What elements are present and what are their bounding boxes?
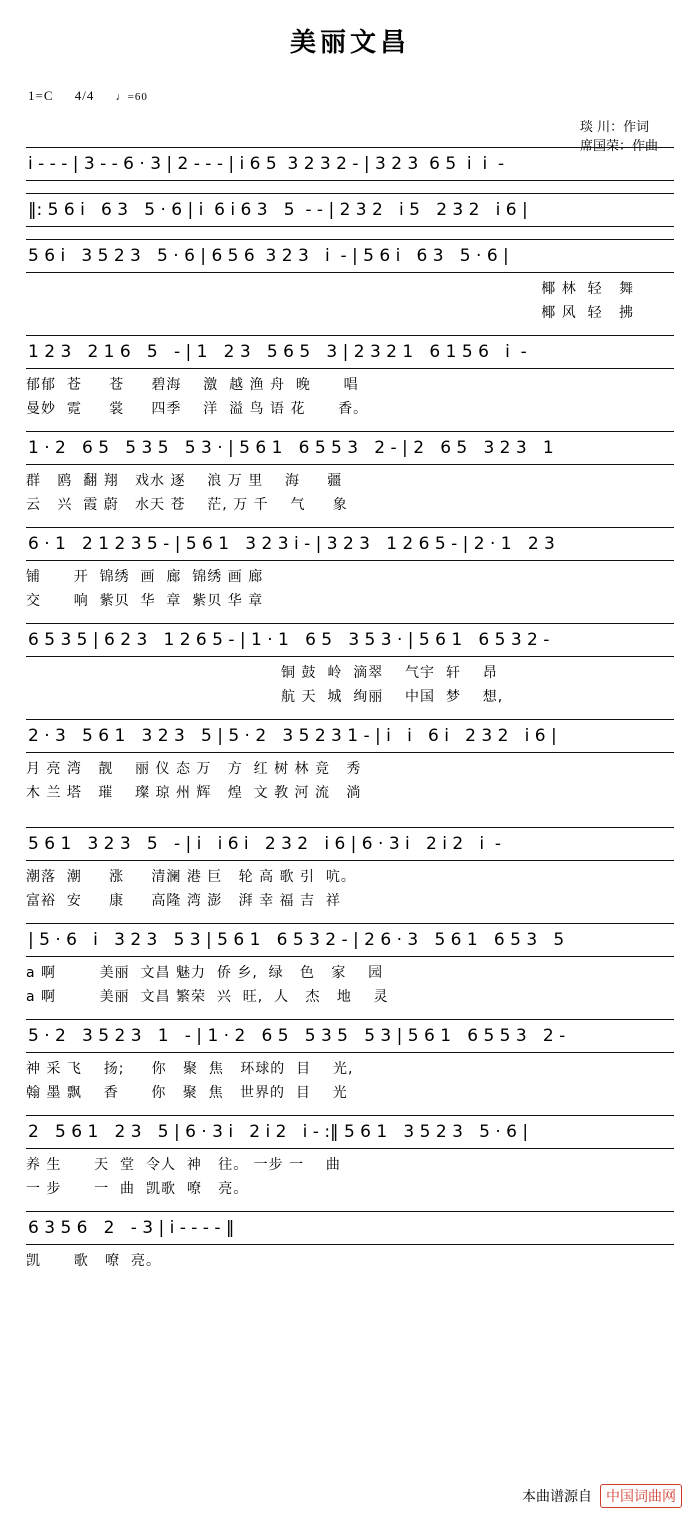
music-system <box>26 239 674 323</box>
lyrics-verse-1: 郁郁 苍 苍 碧海 激 越 渔 舟 晚 唱 <box>26 377 359 393</box>
lyrics-verse-1: a 啊 美丽 文昌 魅力 侨 乡, 绿 色 家 园 <box>26 965 384 981</box>
lyrics-verse-1: 群 鸥 翻 翔 戏水 逐 浪 万 里 海 疆 <box>26 473 343 489</box>
source-label: 本曲谱源自 <box>522 1489 592 1505</box>
notation-line <box>26 719 674 753</box>
lyrics-verse-1: 铺 开 锦绣 画 廊 锦绣 画 廊 <box>26 569 264 585</box>
lyrics-verse-2: 一 步 一 曲 凯歌 嘹 亮。 <box>26 1181 249 1197</box>
key-signature: 1=C <box>28 88 54 103</box>
notation-text: | 5 · 6 i 3 2 3 5 3 | 5 6 1 6 5 3 2 - | 2 6 · 3 5 6 1 6 5 3 5 <box>28 930 565 950</box>
source-footer <box>522 1484 682 1508</box>
lyrics-verse-2: 富裕 安 康 高隆 湾 澎 湃 幸 福 吉 祥 <box>26 893 341 909</box>
tempo-marking: ♩=60 <box>115 91 148 103</box>
notation-text: ‖: 5 6 i 6 3 5 · 6 | i 6 i 6 3 5 - - | 2 3 2 i 5 2 3 2 i 6 | <box>28 200 528 220</box>
source-site-link[interactable]: 中国词曲网 <box>600 1484 682 1508</box>
music-system <box>26 147 674 181</box>
music-system <box>26 431 674 515</box>
music-system <box>26 1019 674 1103</box>
notation-text: 6 · 1 2 1 2 3 5 - | 5 6 1 3 2 3 i - | 3 2 3 1 2 6 5 - | 2 · 1 2 3 <box>28 534 555 554</box>
notation-line <box>26 193 674 227</box>
lyrics-verse-2: 航 天 城 绚丽 中国 梦 想, <box>281 689 504 705</box>
staff-area <box>26 59 674 1271</box>
lyrics-verse-2: 翰 墨 飘 香 你 聚 焦 世界的 目 光 <box>26 1085 348 1101</box>
page-title: 美丽文昌 <box>289 28 410 58</box>
lyrics-verse-1: 月 亮 湾 靓 丽 仪 态 万 方 红 树 林 竞 秀 <box>26 761 362 777</box>
lyrics-verse-2: 云 兴 霞 蔚 水天 苍 茫, 万 千 气 象 <box>26 497 348 513</box>
notation-text: i - - - | 3 - - 6 · 3 | 2 - - - | i 6 5 3 2 3 2 - | 3 2 3 6 5 i i - <box>28 154 505 174</box>
lyrics-verse-1: 凯 歌 嘹 亮。 <box>26 1253 161 1269</box>
music-system <box>26 527 674 611</box>
music-system <box>26 623 674 707</box>
lyrics-verse-1: 椰 林 轻 舞 <box>541 281 634 297</box>
notation-line <box>26 431 674 465</box>
notation-text: 5 · 2 3 5 2 3 1 - | 1 · 2 6 5 5 3 5 5 3 | 5 6 1 6 5 5 3 2 - <box>28 1026 566 1046</box>
music-system <box>26 827 674 911</box>
notation-line <box>26 1115 674 1149</box>
notation-line <box>26 827 674 861</box>
notation-line <box>26 1211 674 1245</box>
notation-line <box>26 527 674 561</box>
notation-text: 6 3 5 6 2 - 3 | i - - - - ‖ <box>28 1218 235 1238</box>
notation-text: 6 5 3 5 | 6 2 3 1 2 6 5 - | 1 · 1 6 5 3 5 3 · | 5 6 1 6 5 3 2 - <box>28 630 550 650</box>
music-system <box>26 719 674 803</box>
lyrics-verse-2: a 啊 美丽 文昌 繁荣 兴 旺, 人 杰 地 灵 <box>26 989 389 1005</box>
music-system <box>26 193 674 227</box>
lyrics-verse-2: 交 响 紫贝 华 章 紫贝 华 章 <box>26 593 264 609</box>
notation-line <box>26 335 674 369</box>
lyrics-verse-1: 潮落 潮 涨 清澜 港 巨 轮 高 歌 引 吭。 <box>26 869 356 885</box>
music-system <box>26 923 674 1007</box>
notation-line <box>26 239 674 273</box>
music-system <box>26 1211 674 1271</box>
lyrics-verse-1: 神 采 飞 扬; 你 聚 焦 环球的 目 光, <box>26 1061 354 1077</box>
notation-line <box>26 147 674 181</box>
lyrics-verse-2: 曼妙 霓 裳 四季 洋 溢 鸟 语 花 香。 <box>26 401 369 417</box>
notation-text: 2 · 3 5 6 1 3 2 3 5 | 5 · 2 3 5 2 3 1 - | i i 6 i 2 3 2 i 6 | <box>28 726 557 746</box>
lyrics-verse-2: 椰 风 轻 拂 <box>541 305 634 321</box>
time-signature: 4/4 <box>74 88 95 103</box>
notation-line <box>26 1019 674 1053</box>
composer-credit: 席国荣：作曲 <box>579 139 658 154</box>
notation-text: 2 5 6 1 2 3 5 | 6 · 3 i 2 i 2 i - :‖ 5 6 1 3 5 2 3 5 · 6 | <box>28 1122 529 1142</box>
music-system <box>26 1115 674 1199</box>
lyrics-verse-1: 养 生 天 堂 令人 神 往。 一步 一 曲 <box>26 1157 341 1173</box>
notation-text: 5 6 i 3 5 2 3 5 · 6 | 6 5 6 3 2 3 i - | 5 6 i 6 3 5 · 6 | <box>28 246 509 266</box>
notation-text: 5 6 1 3 2 3 5 - | i i 6 i 2 3 2 i 6 | 6 · 3 i 2 i 2 i - <box>28 834 502 854</box>
lyrics-verse-2: 木 兰 塔 璀 璨 琼 州 辉 煌 文 教 河 流 淌 <box>26 785 362 801</box>
lyricist-credit: 琰 川：作词 <box>579 120 650 135</box>
notation-text: 1 2 3 2 1 6 5 - | 1 2 3 5 6 5 3 | 2 3 2 1 6 1 5 6 i - <box>28 342 527 362</box>
notation-text: 1 · 2 6 5 5 3 5 5 3 · | 5 6 1 6 5 5 3 2 - | 2 6 5 3 2 3 1 <box>28 438 554 458</box>
music-system <box>26 335 674 419</box>
notation-line <box>26 923 674 957</box>
notation-line <box>26 623 674 657</box>
lyrics-verse-1: 铜 鼓 岭 滴翠 气宇 轩 昂 <box>281 665 498 681</box>
